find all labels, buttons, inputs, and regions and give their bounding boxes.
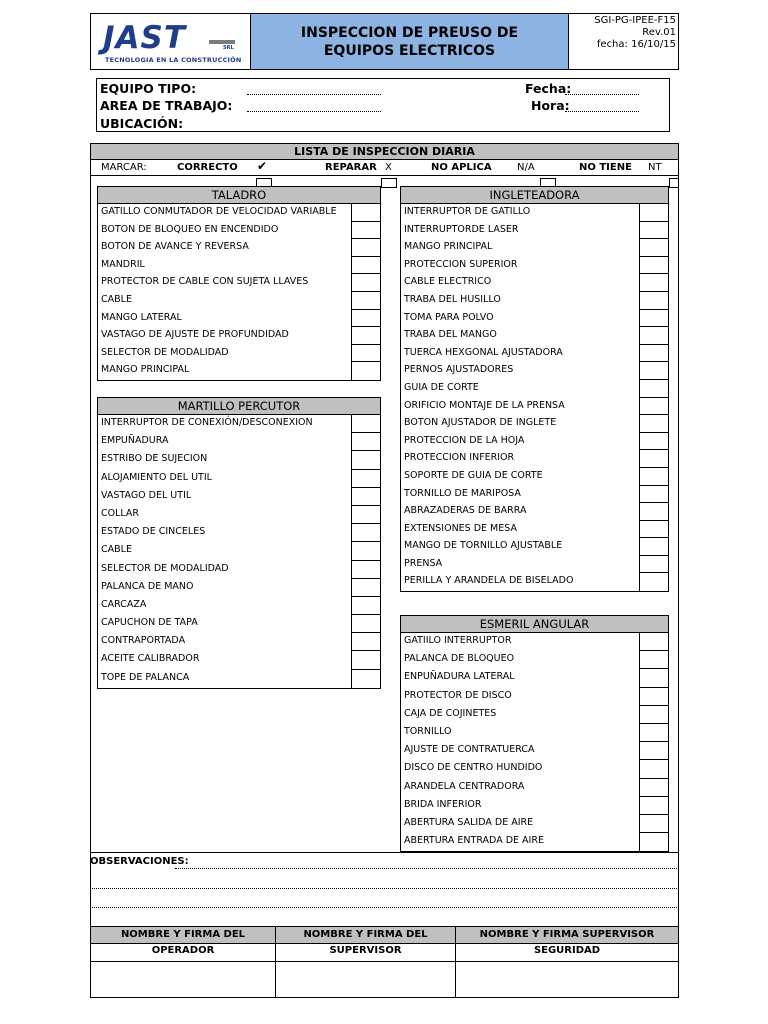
checklist-mark-box[interactable] bbox=[351, 345, 380, 363]
checklist-item-label: ENPUÑADURA LATERAL bbox=[404, 671, 515, 683]
checklist-row bbox=[98, 362, 380, 380]
martillo-list bbox=[97, 415, 381, 689]
logo-srl: SRL bbox=[223, 45, 234, 51]
checklist-item-label: EMPUÑADURA bbox=[101, 435, 169, 447]
observaciones-label: OBSERVACIONES: bbox=[90, 856, 189, 867]
checklist-mark-box[interactable] bbox=[351, 362, 380, 380]
checklist-item-label: ACEITE CALIBRADOR bbox=[101, 653, 200, 665]
observaciones-line-3[interactable] bbox=[90, 907, 679, 908]
firma-supervisor-header: NOMBRE Y FIRMA DEL SUPERVISOR bbox=[275, 926, 456, 944]
checklist-item-label: PROTECCION DE LA HOJA bbox=[404, 434, 525, 446]
checklist-row bbox=[401, 257, 668, 275]
checklist-mark-box[interactable] bbox=[639, 345, 668, 363]
checklist-item-label: EXTENSIONES DE MESA bbox=[404, 522, 517, 534]
checklist-mark-box[interactable] bbox=[639, 380, 668, 398]
martillo-header: MARTILLO PERCUTOR bbox=[97, 397, 381, 415]
checklist-item-label: ALOJAMIENTO DEL UTIL bbox=[101, 471, 212, 483]
no-tiene-label: NO TIENE bbox=[579, 162, 632, 173]
checklist-row bbox=[98, 327, 380, 345]
area-trabajo-field[interactable] bbox=[247, 111, 381, 112]
checklist-row bbox=[401, 274, 668, 292]
checklist-item-label: PROTECTOR DE CABLE CON SUJETA LLAVES bbox=[101, 276, 309, 288]
correcto-label: CORRECTO bbox=[177, 162, 238, 173]
checklist-item-label: CABLE bbox=[101, 544, 132, 556]
checklist-mark-box[interactable] bbox=[351, 524, 380, 542]
document-header bbox=[90, 13, 679, 70]
checklist-item-label: ESTRIBO DE SUJECION bbox=[101, 453, 208, 465]
checklist-mark-box[interactable] bbox=[351, 470, 380, 488]
ingleteadora-header: INGLETEADORA bbox=[400, 186, 669, 204]
checklist-mark-box[interactable] bbox=[639, 468, 668, 486]
checklist-mark-box[interactable] bbox=[351, 415, 380, 433]
checklist-item-label: SELECTOR DE MODALIDAD bbox=[101, 346, 229, 358]
checklist-mark-box[interactable] bbox=[351, 274, 380, 292]
checklist-row bbox=[401, 797, 668, 815]
checklist-row bbox=[98, 488, 380, 506]
checklist-item-label: INTERRUPTORDE LASER bbox=[404, 223, 519, 235]
checklist-row bbox=[401, 486, 668, 504]
checklist-mark-box[interactable] bbox=[639, 222, 668, 240]
checklist-item-label: PERNOS AJUSTADORES bbox=[404, 364, 514, 376]
checklist-item-label: AJUSTE DE CONTRATUERCA bbox=[404, 744, 535, 756]
checklist-row bbox=[98, 615, 380, 633]
checklist-item-label: INTERRUPTOR DE GATILLO bbox=[404, 206, 531, 217]
checklist-row bbox=[98, 470, 380, 488]
firma-operador-nombre[interactable] bbox=[90, 943, 276, 962]
observaciones-line-1[interactable] bbox=[175, 868, 679, 869]
checklist-mark-box[interactable] bbox=[351, 561, 380, 579]
checklist-mark-box[interactable] bbox=[639, 310, 668, 328]
checklist-item-label: PALANCA DE BLOQUEO bbox=[404, 653, 515, 665]
checklist-row bbox=[98, 597, 380, 615]
checklist-mark-box[interactable] bbox=[639, 450, 668, 468]
checklist-row bbox=[98, 433, 380, 451]
checklist-row bbox=[98, 542, 380, 560]
checklist-row bbox=[98, 274, 380, 292]
checklist-mark-box[interactable] bbox=[639, 521, 668, 539]
checklist-row bbox=[401, 415, 668, 433]
checklist-row bbox=[401, 222, 668, 240]
checklist-item-label: TOPE DE PALANCA bbox=[101, 671, 190, 683]
checklist-row bbox=[401, 724, 668, 742]
checklist-item-label: VASTAGO DE AJUSTE DE PROFUNDIDAD bbox=[101, 329, 289, 341]
checklist-row bbox=[98, 524, 380, 542]
checklist-item-label: CABLE ELECTRICO bbox=[404, 276, 492, 288]
checklist-mark-box[interactable] bbox=[351, 670, 380, 688]
checklist-row bbox=[401, 239, 668, 257]
checklist-row bbox=[401, 380, 668, 398]
checkmark-icon: ✔ bbox=[257, 159, 268, 173]
checklist-row bbox=[98, 204, 380, 222]
checklist-row bbox=[98, 239, 380, 257]
checklist-item-label: CARCAZA bbox=[101, 598, 147, 610]
checklist-mark-box[interactable] bbox=[639, 779, 668, 797]
checklist-mark-box[interactable] bbox=[639, 398, 668, 416]
checklist-item-label: BOTON DE AVANCE Y REVERSA bbox=[101, 241, 249, 253]
checklist-row bbox=[98, 579, 380, 597]
checklist-item-label: TORNILLO DE MARIPOSA bbox=[404, 487, 521, 499]
hora-field[interactable] bbox=[565, 111, 639, 112]
document-revision: Rev.01 bbox=[642, 27, 676, 38]
checklist-mark-box[interactable] bbox=[639, 833, 668, 851]
checklist-row bbox=[401, 310, 668, 328]
checklist-item-label: COLLAR bbox=[101, 507, 140, 519]
firma-seguridad-nombre[interactable] bbox=[455, 943, 679, 962]
firma-seguridad-header: NOMBRE Y FIRMA SUPERVISOR SEGURIDAD bbox=[455, 926, 679, 944]
firma-seguridad-firma[interactable] bbox=[455, 961, 679, 998]
checklist-mark-box[interactable] bbox=[639, 633, 668, 651]
checklist-item-label: SELECTOR DE MODALIDAD bbox=[101, 562, 229, 574]
checklist-row bbox=[98, 310, 380, 328]
checklist-item-label: CABLE bbox=[101, 293, 132, 305]
equipment-info-box bbox=[96, 78, 670, 132]
checklist-item-label: TRABA DEL MANGO bbox=[404, 329, 497, 341]
checklist-item-label: PERILLA Y ARANDELA DE BISELADO bbox=[404, 575, 574, 587]
taladro-list bbox=[97, 204, 381, 381]
checklist-mark-box[interactable] bbox=[639, 724, 668, 742]
checklist-mark-box[interactable] bbox=[639, 486, 668, 504]
checklist-item-label: MANGO PRINCIPAL bbox=[101, 364, 190, 376]
checklist-mark-box[interactable] bbox=[351, 433, 380, 451]
checklist-mark-box[interactable] bbox=[639, 538, 668, 556]
checklist-item-label: ABERTURA ENTRADA DE AIRE bbox=[404, 835, 544, 847]
checklist-row bbox=[98, 415, 380, 433]
checklist-mark-box[interactable] bbox=[639, 204, 668, 222]
logo-tagline: TECNOLOGIA EN LA CONSTRUCCIÓN bbox=[105, 56, 242, 64]
reparar-mark: X bbox=[385, 162, 392, 173]
checklist-row bbox=[401, 468, 668, 486]
logo-bar bbox=[209, 40, 235, 44]
checklist-mark-box[interactable] bbox=[351, 327, 380, 345]
checklist-row bbox=[401, 815, 668, 833]
esmeril-list bbox=[400, 633, 669, 852]
ubicacion-label: UBICACIÓN: bbox=[100, 116, 184, 131]
title-line-2: EQUIPOS ELECTRICOS bbox=[323, 42, 496, 59]
checklist-row bbox=[401, 327, 668, 345]
checklist-item-label: CONTRAPORTADA bbox=[101, 635, 186, 647]
document-date: fecha: 16/10/15 bbox=[596, 39, 676, 50]
reparar-label: REPARAR bbox=[325, 162, 377, 173]
checklist-row bbox=[401, 292, 668, 310]
fecha-field[interactable] bbox=[565, 94, 639, 95]
taladro-header: TALADRO bbox=[97, 186, 381, 204]
checklist-item-label: MANDRIL bbox=[101, 258, 145, 270]
checklist-item-label: GATILLO CONMUTADOR DE VELOCIDAD VARIABLE bbox=[101, 206, 337, 217]
document-title bbox=[251, 14, 569, 69]
checklist-item-label: INTERRUPTOR DE CONEXIÓN/DESCONEXION bbox=[101, 417, 313, 428]
checklist-row bbox=[401, 503, 668, 521]
marcar-label: MARCAR: bbox=[101, 162, 147, 173]
checklist-mark-box[interactable] bbox=[639, 688, 668, 706]
checklist-mark-box[interactable] bbox=[639, 433, 668, 451]
checklist-item-label: GATIILO INTERRUPTOR bbox=[404, 635, 512, 646]
checklist-mark-box[interactable] bbox=[639, 239, 668, 257]
checklist-item-label: PROTECCION SUPERIOR bbox=[404, 258, 518, 270]
checklist-item-label: CAJA DE COJINETES bbox=[404, 707, 497, 719]
checklist-mark-box[interactable] bbox=[639, 742, 668, 760]
checklist-mark-box[interactable] bbox=[639, 292, 668, 310]
checklist-mark-box[interactable] bbox=[351, 292, 380, 310]
checklist-row bbox=[98, 651, 380, 669]
checklist-mark-box[interactable] bbox=[351, 506, 380, 524]
checklist-row bbox=[401, 398, 668, 416]
lista-title: LISTA DE INSPECCION DIARIA bbox=[90, 143, 679, 160]
checklist-mark-box[interactable] bbox=[351, 239, 380, 257]
title-line-1: INSPECCION DE PREUSO DE bbox=[300, 24, 519, 41]
checklist-item-label: MANGO LATERAL bbox=[101, 311, 182, 323]
equipo-tipo-label: EQUIPO TIPO: bbox=[100, 81, 197, 96]
checklist-mark-box[interactable] bbox=[351, 633, 380, 651]
equipo-tipo-field[interactable] bbox=[247, 94, 381, 95]
checklist-mark-box[interactable] bbox=[639, 797, 668, 815]
logo-wordmark: JAST bbox=[103, 20, 186, 56]
checklist-row bbox=[401, 706, 668, 724]
document-code-block bbox=[569, 14, 679, 69]
checklist-row bbox=[401, 779, 668, 797]
esmeril-header: ESMERIL ANGULAR bbox=[400, 615, 669, 633]
checklist-item-label: VASTAGO DEL UTIL bbox=[101, 489, 192, 501]
checklist-item-label: ABERTURA SALIDA DE AIRE bbox=[404, 816, 534, 828]
fecha-label: Fecha: bbox=[525, 81, 572, 96]
checklist-row bbox=[401, 362, 668, 380]
no-aplica-mark: N/A bbox=[517, 162, 535, 173]
checklist-row bbox=[401, 760, 668, 778]
checklist-item-label: TOMA PARA POLVO bbox=[404, 311, 494, 323]
checklist-item-label: PROTECCION INFERIOR bbox=[404, 452, 515, 464]
firma-operador-firma[interactable] bbox=[90, 961, 276, 998]
checklist-mark-box[interactable] bbox=[639, 556, 668, 574]
checklist-row bbox=[98, 670, 380, 688]
observaciones-line-2[interactable] bbox=[90, 888, 679, 889]
checklist-mark-box[interactable] bbox=[351, 542, 380, 560]
checklist-mark-box[interactable] bbox=[351, 310, 380, 328]
area-trabajo-label: AREA DE TRABAJO: bbox=[100, 98, 233, 113]
checklist-row bbox=[401, 633, 668, 651]
checklist-row bbox=[401, 688, 668, 706]
ingleteadora-list bbox=[400, 204, 669, 592]
firma-supervisor-nombre[interactable] bbox=[275, 943, 456, 962]
checklist-item-label: PALANCA DE MANO bbox=[101, 580, 194, 592]
checklist-row bbox=[98, 633, 380, 651]
checklist-mark-box[interactable] bbox=[639, 415, 668, 433]
checklist-item-label: CAPUCHON DE TAPA bbox=[101, 617, 198, 629]
checklist-item-label: ABRAZADERAS DE BARRA bbox=[404, 505, 527, 517]
checklist-item-label: PRENSA bbox=[404, 557, 443, 569]
checklist-row bbox=[98, 345, 380, 363]
checklist-item-label: PROTECTOR DE DISCO bbox=[404, 689, 512, 701]
checklist-row bbox=[98, 451, 380, 469]
checklist-item-label: ESTADO DE CINCELES bbox=[101, 526, 206, 538]
checklist-item-label: SOPORTE DE GUIA DE CORTE bbox=[404, 469, 543, 481]
checklist-item-label: BOTON DE BLOQUEO EN ENCENDIDO bbox=[101, 223, 279, 235]
checklist-mark-box[interactable] bbox=[351, 451, 380, 469]
checklist-mark-box[interactable] bbox=[639, 706, 668, 724]
checklist-item-label: TUERCA HEXGONAL AJUSTADORA bbox=[404, 346, 563, 358]
checklist-mark-box[interactable] bbox=[351, 615, 380, 633]
checklist-mark-box[interactable] bbox=[639, 257, 668, 275]
document-code: SGI-PG-IPEE-F15 bbox=[594, 15, 676, 26]
checklist-mark-box[interactable] bbox=[351, 204, 380, 222]
checklist-row bbox=[98, 222, 380, 240]
checklist-row bbox=[401, 538, 668, 556]
checklist-item-label: ORIFICIO MONTAJE DE LA PRENSA bbox=[404, 399, 565, 411]
checklist-mark-box[interactable] bbox=[351, 257, 380, 275]
no-aplica-label: NO APLICA bbox=[431, 162, 492, 173]
checklist-row bbox=[401, 450, 668, 468]
checklist-row bbox=[401, 521, 668, 539]
checklist-row bbox=[98, 506, 380, 524]
checklist-mark-box[interactable] bbox=[639, 669, 668, 687]
checklist-item-label: BOTON AJUSTADOR DE INGLETE bbox=[404, 417, 557, 429]
checklist-mark-box[interactable] bbox=[639, 651, 668, 669]
marking-legend bbox=[90, 160, 679, 176]
hora-label: Hora: bbox=[531, 98, 570, 113]
checklist-row bbox=[401, 651, 668, 669]
checklist-mark-box[interactable] bbox=[639, 760, 668, 778]
checklist-mark-box[interactable] bbox=[351, 488, 380, 506]
firma-operador-header: NOMBRE Y FIRMA DEL OPERADOR bbox=[90, 926, 276, 944]
company-logo bbox=[91, 14, 251, 69]
checklist-mark-box[interactable] bbox=[639, 503, 668, 521]
checklist-item-label: DISCO DE CENTRO HUNDIDO bbox=[404, 762, 543, 774]
checklist-row bbox=[401, 556, 668, 574]
checklist-item-label: ARANDELA CENTRADORA bbox=[404, 780, 525, 792]
checklist-mark-box[interactable] bbox=[639, 815, 668, 833]
firma-supervisor-firma[interactable] bbox=[275, 961, 456, 998]
checklist-mark-box[interactable] bbox=[639, 573, 668, 591]
checklist-item-label: BRIDA INFERIOR bbox=[404, 798, 482, 810]
checklist-item-label: TRABA DEL HUSILLO bbox=[404, 293, 501, 305]
checklist-row bbox=[401, 742, 668, 760]
checklist-mark-box[interactable] bbox=[639, 274, 668, 292]
checklist-mark-box[interactable] bbox=[351, 651, 380, 669]
checklist-mark-box[interactable] bbox=[351, 597, 380, 615]
no-tiene-mark: NT bbox=[648, 162, 662, 173]
checklist-row bbox=[401, 433, 668, 451]
checklist-row bbox=[401, 573, 668, 591]
signature-table bbox=[90, 926, 679, 998]
checklist-row bbox=[98, 257, 380, 275]
checklist-item-label: TORNILLO bbox=[404, 725, 452, 737]
checklist-mark-box[interactable] bbox=[639, 327, 668, 345]
checklist-item-label: MANGO DE TORNILLO AJUSTABLE bbox=[404, 540, 563, 552]
checklist-row bbox=[401, 345, 668, 363]
observaciones-divider bbox=[90, 852, 679, 853]
checklist-row bbox=[401, 204, 668, 222]
checklist-row bbox=[98, 561, 380, 579]
checklist-row bbox=[401, 669, 668, 687]
checklist-row bbox=[98, 292, 380, 310]
checklist-mark-box[interactable] bbox=[351, 222, 380, 240]
checklist-item-label: MANGO PRINCIPAL bbox=[404, 241, 493, 253]
checklist-item-label: GUIA DE CORTE bbox=[404, 381, 479, 393]
checklist-mark-box[interactable] bbox=[351, 579, 380, 597]
checklist-mark-box[interactable] bbox=[639, 362, 668, 380]
checklist-row bbox=[401, 833, 668, 851]
